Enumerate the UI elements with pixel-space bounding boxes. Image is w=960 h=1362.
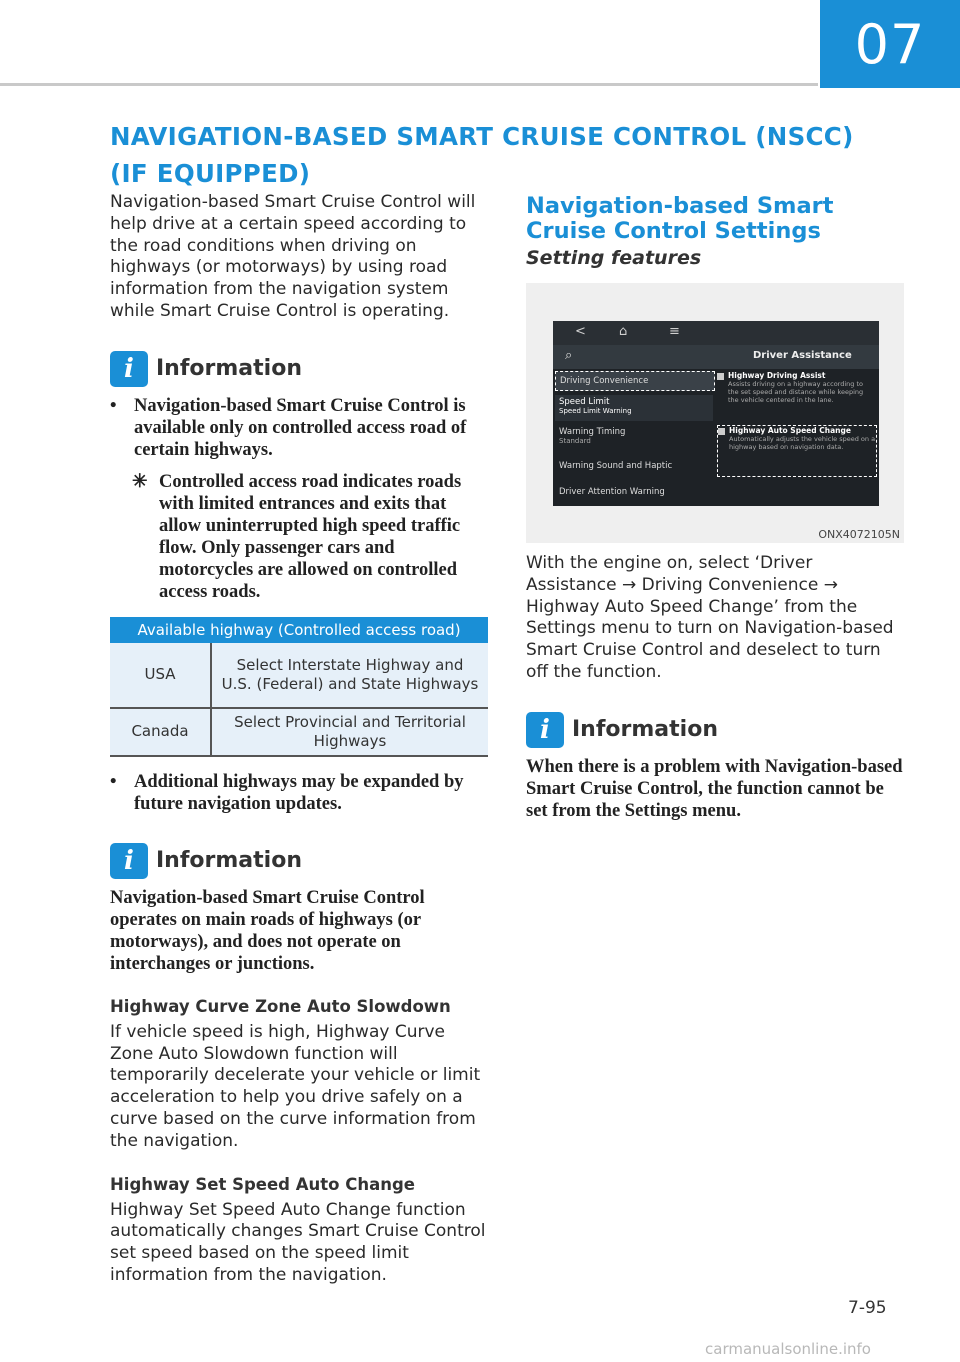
info-heading-2 [110, 843, 488, 879]
page-number: 7-95 [848, 1298, 887, 1318]
section-subtitle: Setting features [526, 247, 702, 269]
bullet-text: Navigation-based Smart Cruise Control is available only on controlled access road of certain highways. [134, 395, 467, 460]
menu-item [555, 485, 713, 505]
menu-item-label: Driver Attention Warning [559, 487, 665, 497]
highway-table [110, 617, 488, 757]
option-item [717, 371, 875, 423]
info-title: Information [156, 356, 302, 382]
info-title: Information [156, 848, 302, 874]
star-note [132, 471, 488, 603]
asterisk-icon: ✳ [132, 471, 148, 492]
curve-heading: Highway Curve Zone Auto Slowdown [110, 996, 451, 1016]
menu-item [555, 395, 713, 421]
checkbox-icon [718, 428, 725, 435]
menu-icon: ≡ [669, 324, 680, 339]
screen-header [553, 345, 879, 369]
right-column [526, 192, 904, 822]
bullet-dot: • [110, 395, 117, 416]
info-icon: i [526, 712, 564, 748]
table-cell-country: USA [110, 643, 211, 708]
menu-item [555, 459, 713, 479]
menu-item-sub: Standard [559, 437, 591, 445]
back-icon: < [575, 324, 586, 339]
table-header: Available highway (Controlled access road) [110, 617, 488, 643]
home-icon: ⌂ [619, 324, 628, 339]
table-row [110, 708, 488, 756]
left-column [110, 192, 488, 1287]
curve-text: If vehicle speed is high, Highway Curve Zone Auto Slowdown function will temporarily decelerate your vehicle or limit acceleration to help you drive safely on a curve based on the curve information from the navigation. [110, 1021, 481, 1151]
intro-paragraph: Navigation-based Smart Cruise Control will help drive at a certain speed according to the road conditions when driving on highways (or motorways) by using road information from the navigation system while Smart Cruise Control is operating. [110, 192, 476, 321]
menu-item [555, 425, 713, 453]
menu-item [555, 371, 715, 391]
instructions: With the engine on, select ‘Driver Assistance → Driving Convenience → Highway Auto Speed Change’ from the Settings menu to turn on Navigation-based Smart Cruise Control and deselect to turn off the function. [526, 553, 894, 682]
table-cell-desc: Select Interstate Highway and U.S. (Federal) and State Highways [211, 643, 488, 708]
page-title: NAVIGATION-BASED SMART CRUISE CONTROL (NSCC) (IF EQUIPPED) [110, 122, 854, 188]
info-heading-3 [526, 712, 904, 748]
bullet-dot: • [110, 771, 117, 792]
screen-nav-bar [553, 321, 879, 345]
info-text: When there is a problem with Navigation-based Smart Cruise Control, the function cannot be set from the Settings menu. [526, 756, 903, 821]
menu-item-label: Warning Timing [559, 427, 626, 437]
search-icon: ⌕ [565, 348, 573, 363]
option-desc: Assists driving on a highway according to the set speed and distance while keeping the vehicle centered in the lane. [728, 380, 864, 404]
menu-item-label: Speed Limit [559, 397, 610, 407]
menu-item-label: Warning Sound and Haptic [559, 461, 673, 471]
setspeed-heading: Highway Set Speed Auto Change [110, 1174, 415, 1194]
option-label: Highway Auto Speed Change [729, 426, 851, 435]
header-rule [0, 83, 818, 86]
info-icon: i [110, 351, 148, 387]
menu-item-label: Driving Convenience [560, 376, 649, 386]
option-item [717, 425, 877, 477]
table-cell-country: Canada [110, 708, 211, 756]
table-cell-desc: Select Provincial and Territorial Highways [211, 708, 488, 756]
info-heading-1 [110, 351, 488, 387]
checkbox-icon [717, 373, 724, 380]
bullet-text: Additional highways may be expanded by future navigation updates. [134, 771, 464, 814]
screen-title: Driver Assistance [753, 350, 852, 361]
option-label: Highway Driving Assist [728, 371, 826, 380]
setspeed-text: Highway Set Speed Auto Change function automatically changes Smart Cruise Control set speed based on the speed limit information from the navigation. [110, 1199, 486, 1285]
info-icon: i [110, 843, 148, 879]
menu-item-sub: Speed Limit Warning [559, 407, 632, 415]
section-title: Navigation-based Smart Cruise Control Settings [526, 193, 834, 244]
image-code: ONX4072105N [818, 528, 900, 541]
watermark: carmanualsonline.info [705, 1340, 871, 1358]
info-bullet [110, 395, 488, 461]
info-title: Information [572, 717, 718, 743]
option-desc: Automatically adjusts the vehicle speed on a highway based on navigation data. [729, 435, 876, 451]
additional-bullet [110, 771, 488, 815]
star-note-text: Controlled access road indicates roads with limited entrances and exits that allow uninterrupted high speed traffic flow. Only passenger cars and motorcycles are allowed on controlled access roads. [159, 471, 462, 602]
settings-screenshot [526, 283, 904, 543]
info-text: Navigation-based Smart Cruise Control operates on main roads of highways (or motorways), and does not operate on interchanges or junctions. [110, 887, 425, 974]
table-row [110, 643, 488, 708]
screen [553, 321, 879, 506]
chapter-tab: 07 [820, 0, 960, 88]
